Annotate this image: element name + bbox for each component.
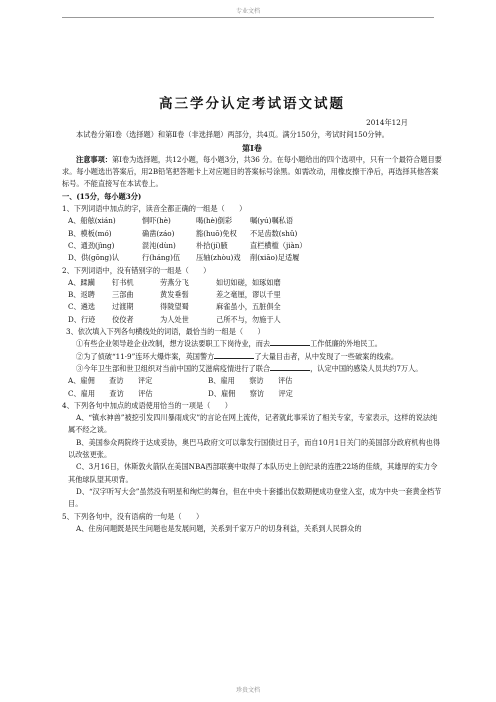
q2-cell: A、蹂躏 <box>68 277 95 287</box>
q4-option-d: D、“汉字听写大会”虽然没有明星和绚烂的舞台，但在中央十套播出仅数期便成功登堂入室，成为中央一套黄金档节目。 <box>68 486 442 509</box>
q1-option-row <box>62 240 442 252</box>
fill-in-blank <box>270 363 310 371</box>
notice-text: 第Ⅰ卷为选择题，共12小题，每小题3分，共36 分。在每小题给出的四个选项中，只有一个最符合题目要求。每小题选出答案后，用2B铅笔把答题卡上对应题目的答案标号涂黑。如需改动，用橡皮擦干净后，再选择其他答案标号。不能直接写在本试卷上。 <box>62 154 442 189</box>
question-3-stem: 3、依次填入下列各句横线处的词语，最恰当的一组是（ ） <box>66 327 265 337</box>
fill-in-blank <box>270 338 310 346</box>
document-body <box>62 95 442 535</box>
q1-cell: 不足齿数(shǔ) <box>250 228 298 238</box>
q1-cell: 喝(hè)倒彩 <box>196 216 233 226</box>
q3-option-row <box>62 375 442 387</box>
notice-label: 注意事项： <box>76 154 112 164</box>
q2-option-row <box>62 301 442 313</box>
fill-in-blank <box>214 351 254 359</box>
q3-option: C、雇用 查访 评估 <box>68 388 153 398</box>
q2-cell: 劳燕分飞 <box>160 277 189 287</box>
q1-cell: 豁(huō)免权 <box>196 228 237 238</box>
q5-option-a: A、住房问题既是民生问题也是发展问题，关系到千家万户的切身利益，关系到人民群众的 <box>76 523 362 533</box>
q2-cell: 差之毫厘，谬以千里 <box>216 290 281 300</box>
question-4-stem: 4、下列各句中加点的成语使用恰当的一项是（ ） <box>62 400 232 410</box>
q1-option-row <box>62 228 442 240</box>
q2-option-row <box>62 289 442 301</box>
q2-cell: 如切如磋，如琢如磨 <box>216 277 281 287</box>
q2-cell: 过渡期 <box>112 302 134 312</box>
question-2-stem: 2、下列词语中，没有错别字的一组是（ ） <box>62 265 211 275</box>
q2-cell: B、返聘 <box>68 290 95 300</box>
q2-cell: 三部曲 <box>112 290 134 300</box>
q1-cell: 削(xiāo)足适履 <box>250 253 300 263</box>
page-footer: 珍贵文档 <box>235 687 260 694</box>
q3-option-row <box>62 388 442 400</box>
q1-cell: 压轴(zhòu)戏 <box>196 253 241 263</box>
q2-cell: D、行迹 <box>68 314 96 324</box>
q3-sentence-3-part-b: ，认定中国的感染人员共约7万人。 <box>310 363 423 373</box>
exam-date: 2014年12月 <box>366 118 408 127</box>
page-header: 专业文档 <box>235 8 260 15</box>
part-one-heading: 第Ⅰ卷 <box>242 142 262 153</box>
notice-paragraph <box>62 154 442 191</box>
q2-option-row <box>62 314 442 326</box>
q1-option-row <box>62 215 442 227</box>
q3-sentence-1-part-a: ①有些企业领导趁企业改制，想方设法要职工下岗待业，而去 <box>76 339 271 349</box>
section-one-heading: 一、(15分，每小题3分) <box>62 191 142 201</box>
q1-cell: 确凿(záo) <box>142 228 175 238</box>
q3-sentence-1-part-b: 工作低廉的外地民工。 <box>310 339 382 349</box>
header-rule <box>62 17 434 18</box>
q3-sentence-2-part-b: 了大量目击者，从中发现了一些破案的线索。 <box>254 351 399 361</box>
q1-option-row <box>62 252 442 264</box>
q1-cell: 嘱(yú)嘱私语 <box>250 216 294 226</box>
q2-cell: 得陇望蜀 <box>160 302 189 312</box>
q3-option: D、雇佣 察访 评定 <box>208 388 293 398</box>
q3-sentence-3 <box>62 363 442 375</box>
q2-cell: 己所不与，勿施于人 <box>216 314 281 324</box>
q3-sentence-2-part-a: ②为了侦破“11·9”连环大爆炸案，英国警方 <box>76 351 215 361</box>
q3-option: A、雇佣 查访 评定 <box>68 376 153 386</box>
q1-cell: 行(háng)伍 <box>142 253 181 263</box>
intro-paragraph: 本试卷分第Ⅰ卷（选择题）和第Ⅱ卷（非选择题）两部分，共4页。满分150分，考试时间150分钟。 <box>76 130 389 140</box>
q1-cell: B、模板(mó) <box>68 228 112 238</box>
question-5-stem: 5、下列各句中，没有语病的一句是（ ） <box>62 511 204 521</box>
exam-title: 高三学分认定考试语文试题 <box>159 96 345 112</box>
q2-cell: 黄发垂髫 <box>160 290 189 300</box>
q1-cell: 恫吓(hè) <box>142 216 171 226</box>
q2-option-row <box>62 277 442 289</box>
q1-cell: 朴拾(jí)腋 <box>196 240 228 250</box>
q3-sentence-1 <box>62 338 442 350</box>
q3-sentence-2 <box>62 351 442 363</box>
q2-cell: 为人处世 <box>160 314 189 324</box>
q3-sentence-3-part-a: ③今年卫生部和世卫组织对当前中国的艾滋病疫情进行了联合 <box>76 363 271 373</box>
q4-option-b: B、美国参众两院终于达成妥协，奥巴马政府文可以靠发行国债过日子，而自10月1日关门的美国部分政府机构也得以改弦更张。 <box>68 437 441 460</box>
question-1-stem: 1、下列词语中加点的字，读音全都正确的一组是（ ） <box>62 204 247 214</box>
q4-option-a: A、“镇水神兽”被挖引发四川暴雨成灾”的言论在网上流传，记者就此事采访了相关专家，专家表示，这样的说法纯属不经之谈。 <box>68 413 438 435</box>
q1-cell: D、供(gōng)认 <box>68 253 120 263</box>
q3-option: B、雇用 察访 评估 <box>208 376 293 386</box>
q1-cell: C、通劲(jìng) <box>68 240 115 250</box>
q2-cell: 钉书机 <box>112 277 134 287</box>
q1-cell: 混沌(dùn) <box>142 240 176 250</box>
q1-cell: 直栏横槛（jiàn） <box>250 240 307 250</box>
q2-cell: 麻雀虽小，五脏俱全 <box>216 302 281 312</box>
q4-option-c: C、3月16日，休斯敦火箭队在美国NBA西部联赛中取得了本队历史上创纪录的连胜22场的佳绩，其雄厚的实力令其他球队望其项背。 <box>68 462 438 484</box>
q2-cell: C、遴选 <box>68 302 96 312</box>
q2-cell: 佼佼者 <box>112 314 134 324</box>
q1-cell: A、船舷(xián) <box>68 216 116 226</box>
